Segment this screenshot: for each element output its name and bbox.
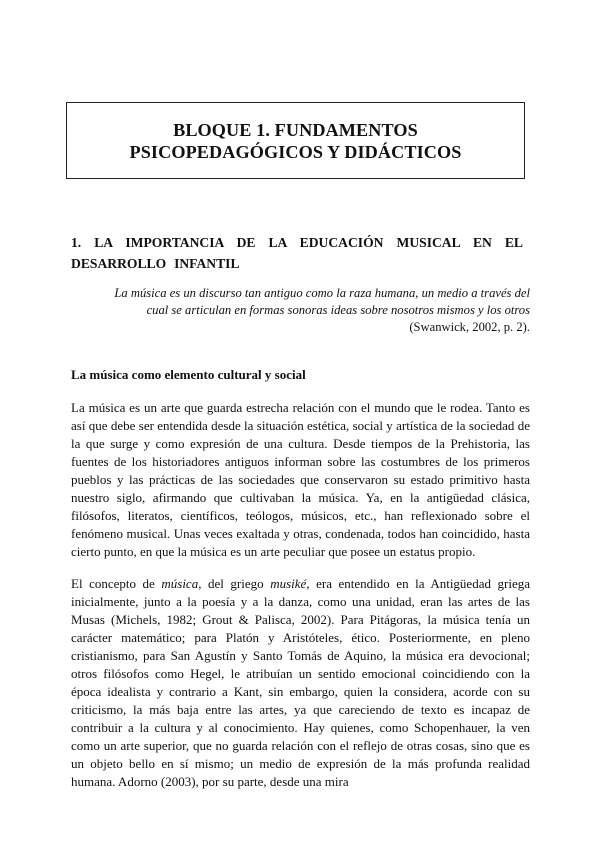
epigraph-quote-line-2: cual se articulan en formas sonoras ideas sobre nosotros mismos y los otros	[146, 303, 530, 317]
subheading: La música como elemento cultural y social	[71, 367, 306, 382]
epigraph-quote-line-1: La música es un discurso tan antiguo como la raza humana, un medio a través del	[114, 286, 530, 300]
paragraph-1: La música es un arte que guarda estrecha relación con el mundo que le rodea. Tanto es así que debe ser entendida desde la situación estética, social y artística de la sociedad de la que surge y como expresión de una cultura. Desde tiempos de la Prehistoria, las fuentes de los historiadores antiguos informan sobre las costumbres de los primeros pueblos y las prácticas de las sociedades que conservaron su estado primitivo hasta nuestro siglo, afirmando que cultivaban la música. Ya, en la antigüedad clásica, filósofos, literatos, científicos, teólogos, músicos, etc., han reflexionado sobre el fenómeno musical. Unas veces exaltada y otras, condenada, todos han coincidido, hasta cierto punto, en que la música es un arte peculiar que posee un estatus propio.	[71, 400, 530, 559]
epigraph-citation: (Swanwick, 2002, p. 2).	[409, 320, 530, 334]
title-box	[66, 102, 525, 179]
paragraph-2-part-2: , del griego	[198, 576, 271, 591]
title-line-1: BLOQUE 1. FUNDAMENTOS	[173, 119, 418, 140]
section-heading: 1. LA IMPORTANCIA DE LA EDUCACIÓN MUSICAL EN EL DESARROLLO INFANTIL	[71, 235, 523, 271]
paragraph-2	[71, 575, 530, 791]
paragraph-2-term-1: música	[161, 576, 199, 591]
paragraph-2-term-2: musiké	[270, 576, 307, 591]
paragraph-2-part-3: , era entendido en la Antigüedad griega inicialmente, junto a la poesía y a la danza, como una unidad, eran las artes de las Musas (Michels, 1982; Grout & Palisca, 2002). Para Pitágoras, la música tenía un carácter matemático; para Platón y Aristóteles, ético. Posteriormente, en pleno cristianismo, para San Agustín y Santo Tomás de Aquino, la música era devocional; otros filósofos como Hegel, le atribuían un sentido emocional coincidiendo con la época idealista y contrario a Kant, sin embargo, quien la considera, acorde con su criticismo, la más baja entre las artes, ya que careciendo de texto es incapaz de contribuir a la cultura y al conocimiento. Hay quienes, como Schopenhauer, la ven como un arte superior, que no guarda relación con el reflejo de otras cosas, sino que es un objeto bello en sí mismo; un medio de expresión de la más profunda realidad humana. Adorno (2003), por su parte, desde una mira	[71, 576, 530, 789]
paragraph-2-part-1: El concepto de	[71, 576, 162, 591]
title-line-2: PSICOPEDAGÓGICOS Y DIDÁCTICOS	[129, 141, 462, 162]
epigraph	[71, 285, 530, 336]
